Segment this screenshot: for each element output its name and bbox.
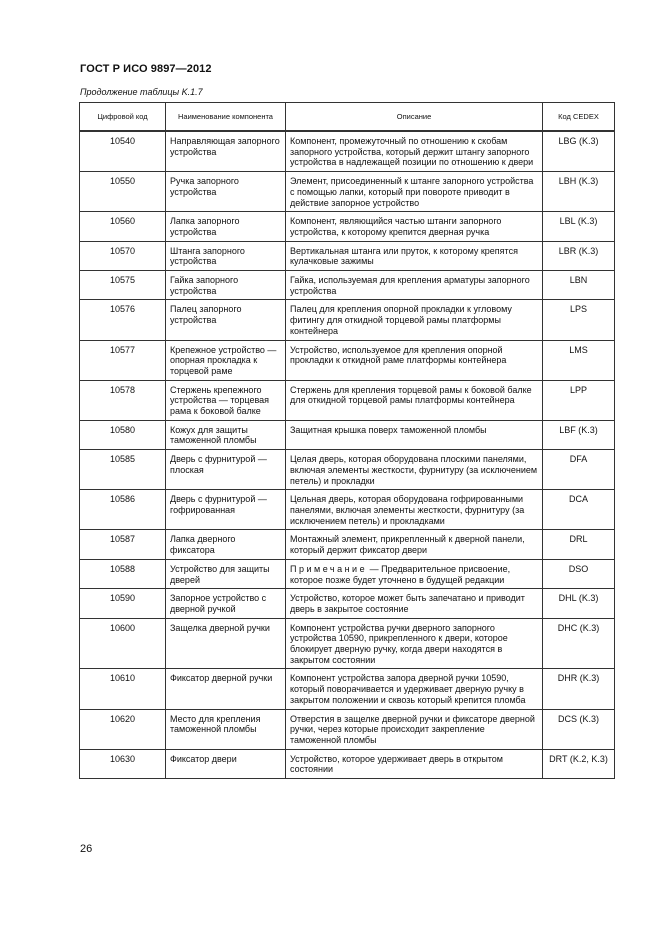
row-cedex: LBN: [543, 271, 615, 300]
row-code: 10540: [80, 131, 166, 172]
page-number: 26: [80, 843, 93, 855]
column-header-cedex: Код CEDEX: [543, 103, 615, 132]
row-code: 10590: [80, 589, 166, 618]
table-row: [80, 559, 615, 588]
row-description: Элемент, присоединенный к штанге запорного устройства с помощью лапки, который при повороте приводит в действие запорное устройство: [286, 172, 543, 212]
row-code: 10630: [80, 749, 166, 778]
row-name: Кожух для защиты таможенной пломбы: [166, 420, 286, 449]
row-description: Гайка, используемая для крепления арматуры запорного устройства: [286, 271, 543, 300]
row-code: 10620: [80, 709, 166, 749]
table-row: [80, 340, 615, 380]
row-code: 10576: [80, 300, 166, 340]
row-cedex: LMS: [543, 340, 615, 380]
table-row: [80, 709, 615, 749]
row-cedex: LBR (K.3): [543, 241, 615, 270]
row-name: Палец запорного устройства: [166, 300, 286, 340]
row-cedex: DCA: [543, 490, 615, 530]
row-cedex: LBG (K.3): [543, 131, 615, 172]
row-name: Защелка дверной ручки: [166, 618, 286, 669]
table-header-row: [80, 103, 615, 132]
row-code: 10600: [80, 618, 166, 669]
row-cedex: LPP: [543, 380, 615, 420]
row-cedex: LBF (K.3): [543, 420, 615, 449]
row-cedex: LBL (K.3): [543, 212, 615, 241]
row-description: Компонент устройства запора дверной ручки 10590, который поворачивается и удерживает дверную ручку в закрытом положении и сквозь который крепится пломба: [286, 669, 543, 709]
row-name: Запорное устройство с дверной ручкой: [166, 589, 286, 618]
table-row: [80, 271, 615, 300]
row-name: Дверь с фурнитурой — гофрированная: [166, 490, 286, 530]
column-header-code: Цифровой код: [80, 103, 166, 132]
row-description: Палец для крепления опорной прокладки к угловому фитингу для откидной торцевой рамы платформы контейнера: [286, 300, 543, 340]
row-name: Устройство для защиты дверей: [166, 559, 286, 588]
row-code: 10580: [80, 420, 166, 449]
column-header-description: Описание: [286, 103, 543, 132]
row-cedex: LBH (K.3): [543, 172, 615, 212]
row-cedex: DHC (K.3): [543, 618, 615, 669]
row-code: 10578: [80, 380, 166, 420]
row-cedex: DRL: [543, 530, 615, 559]
row-code: 10588: [80, 559, 166, 588]
row-name: Гайка запорного устройства: [166, 271, 286, 300]
row-name: Лапка запорного устройства: [166, 212, 286, 241]
table-row: [80, 669, 615, 709]
row-name: Фиксатор двери: [166, 749, 286, 778]
row-description: Устройство, которое может быть запечатано и приводит дверь в закрытое состояние: [286, 589, 543, 618]
row-cedex: DHL (K.3): [543, 589, 615, 618]
row-cedex: DSO: [543, 559, 615, 588]
table-row: [80, 380, 615, 420]
row-description: Отверстия в защелке дверной ручки и фиксаторе дверной ручки, через которые происходит закрепление таможенной пломбы: [286, 709, 543, 749]
row-cedex: DCS (K.3): [543, 709, 615, 749]
note-text: — Предварительное присвоение, которое позже будет уточнено в будущей редакции: [290, 563, 511, 585]
row-cedex: DRT (K.2, K.3): [543, 749, 615, 778]
table-row: [80, 131, 615, 172]
row-name: Лапка дверного фиксатора: [166, 530, 286, 559]
row-code: 10550: [80, 172, 166, 212]
row-code: 10585: [80, 450, 166, 490]
row-code: 10610: [80, 669, 166, 709]
row-cedex: DHR (K.3): [543, 669, 615, 709]
table-row: [80, 300, 615, 340]
row-name: Место для крепления таможенной пломбы: [166, 709, 286, 749]
row-description: Устройство, используемое для крепления опорной прокладки к откидной раме платформы контейнера: [286, 340, 543, 380]
row-name: Ручка запорного устройства: [166, 172, 286, 212]
table-row: [80, 490, 615, 530]
row-name: Дверь с фурнитурой — плоская: [166, 450, 286, 490]
row-code: 10577: [80, 340, 166, 380]
row-description: [286, 559, 543, 588]
row-description: Компонент устройства ручки дверного запорного устройства 10590, прикрепленного к двери, которое блокирует дверную ручку, когда двери находятся в закрытом состоянии: [286, 618, 543, 669]
row-description: Устройство, которое удерживает дверь в открытом состоянии: [286, 749, 543, 778]
table-row: [80, 589, 615, 618]
row-code: 10560: [80, 212, 166, 241]
row-name: Стержень крепежного устройства — торцевая рама к боковой балке: [166, 380, 286, 420]
column-header-name: Наименование компонента: [166, 103, 286, 132]
note-label: Примечание: [290, 563, 368, 574]
row-name: Направляющая запорного устройства: [166, 131, 286, 172]
table-row: [80, 530, 615, 559]
table-row: [80, 450, 615, 490]
row-cedex: DFA: [543, 450, 615, 490]
row-name: Крепежное устройство — опорная прокладка к торцевой раме: [166, 340, 286, 380]
table-row: [80, 172, 615, 212]
table-row: [80, 212, 615, 241]
table-row: [80, 618, 615, 669]
table-continuation-label: Продолжение таблицы K.1.7: [80, 87, 203, 97]
row-description: Защитная крышка поверх таможенной пломбы: [286, 420, 543, 449]
table-row: [80, 749, 615, 778]
row-description: Целая дверь, которая оборудована плоскими панелями, включая элементы жесткости, фурнитуру (за исключением петель) и прокладки: [286, 450, 543, 490]
row-description: Компонент, являющийся частью штанги запорного устройства, к которому крепится дверная ручка: [286, 212, 543, 241]
row-code: 10575: [80, 271, 166, 300]
table-row: [80, 241, 615, 270]
row-code: 10570: [80, 241, 166, 270]
row-description: Цельная дверь, которая оборудована гофрированными панелями, включая элементы жесткости, фурнитуру (за исключением петель) и прокладками: [286, 490, 543, 530]
table-row: [80, 420, 615, 449]
row-description: Вертикальная штанга или пруток, к которому крепятся кулачковые зажимы: [286, 241, 543, 270]
row-description: Монтажный элемент, прикрепленный к дверной панели, который держит фиксатор двери: [286, 530, 543, 559]
row-name: Фиксатор дверной ручки: [166, 669, 286, 709]
components-table: [79, 102, 615, 779]
row-code: 10587: [80, 530, 166, 559]
row-cedex: LPS: [543, 300, 615, 340]
document-header: ГОСТ Р ИСО 9897—2012: [80, 63, 212, 75]
row-description: Компонент, промежуточный по отношению к скобам запорного устройства, который держит штангу запорного устройства в надлежащей позиции по отношению к двери: [286, 131, 543, 172]
row-name: Штанга запорного устройства: [166, 241, 286, 270]
row-code: 10586: [80, 490, 166, 530]
row-description: Стержень для крепления торцевой рамы к боковой балке для откидной торцевой рамы платформы контейнера: [286, 380, 543, 420]
